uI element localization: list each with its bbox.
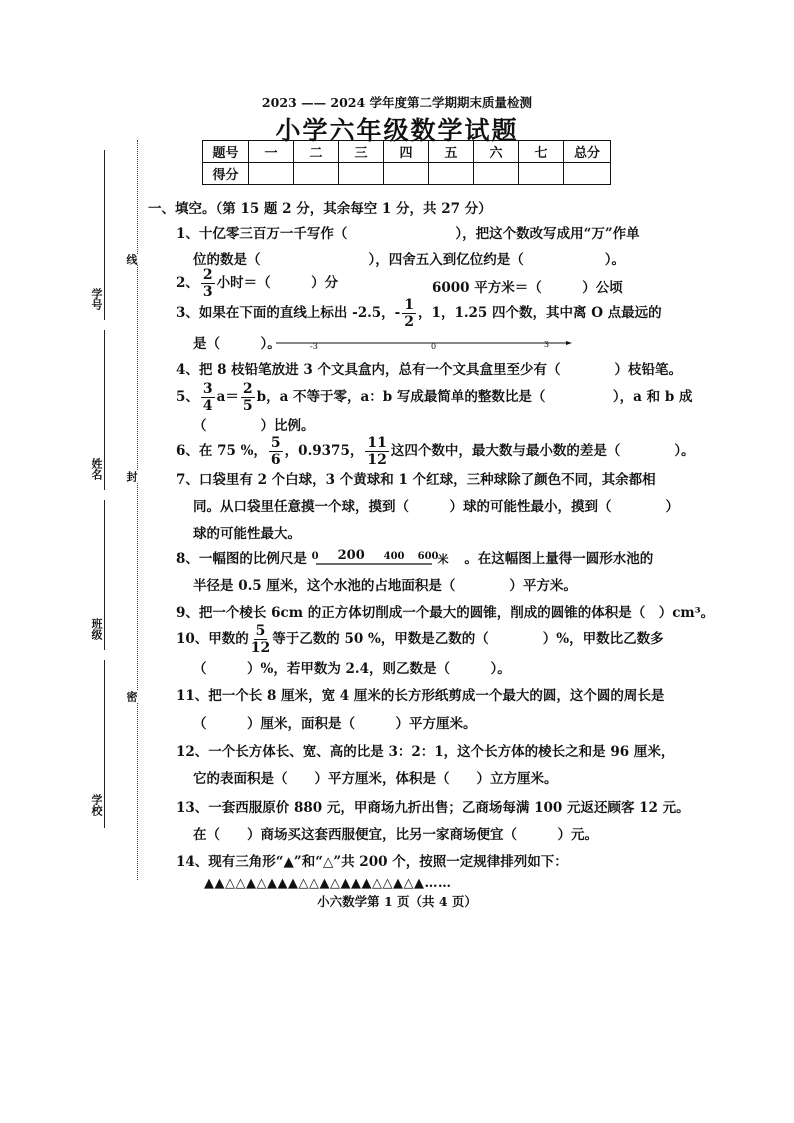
scale-bar-label: 600 — [417, 550, 439, 562]
question-3-line-2: 是（ ）。 — [193, 336, 281, 352]
fraction-denominator: 2 — [404, 314, 415, 330]
fraction — [201, 382, 215, 413]
score-header-cell: 总分 — [564, 141, 611, 163]
question-8-line-2: 半径是 0.5 厘米，这个水池的占地面积是（ ）平方米。 — [193, 578, 577, 594]
score-header-cell: 四 — [384, 141, 429, 163]
section-heading: 一、填空。（第 15 题 2 分，其余每空 1 分，共 27 分） — [148, 201, 492, 217]
scale-bar-label: 400 — [383, 550, 405, 562]
question-10-text-a: 10、甲数的 — [176, 631, 249, 647]
fraction-numerator: 5 — [270, 435, 281, 451]
question-5-text-a: a＝ — [216, 389, 239, 405]
question-2-number: 2、 — [176, 275, 199, 291]
question-3-line-1 — [176, 298, 662, 329]
school-label: 学校 — [90, 794, 103, 816]
score-input-cell[interactable] — [384, 163, 429, 185]
scale-bar — [311, 547, 460, 569]
score-header-cell: 三 — [339, 141, 384, 163]
fraction-denominator: 3 — [202, 284, 213, 300]
score-value-row — [203, 163, 611, 185]
score-header-row — [203, 141, 611, 163]
fraction — [365, 436, 388, 467]
score-input-cell[interactable] — [249, 163, 294, 185]
question-5-line-2: （ ）比例。 — [193, 418, 315, 434]
student-number-line — [104, 150, 105, 320]
class-label: 班级 — [90, 618, 103, 640]
question-1-line-1: 1、十亿零三百万一千写作（ ），把这个数改写成用“万”作单 — [176, 226, 640, 242]
number-line-tick: 0 — [431, 342, 437, 351]
question-5-line-1 — [176, 382, 692, 413]
seal-mark-mi: 密 — [125, 691, 138, 702]
question-6-text-a: 6、在 75 %， — [176, 443, 267, 459]
fraction-denominator: 6 — [270, 452, 281, 468]
question-12-line-1: 12、一个长方体长、宽、高的比是 3：2：1，这个长方体的棱长之和是 96 厘米， — [176, 744, 675, 760]
score-row-label: 得分 — [203, 163, 249, 185]
score-header-cell: 五 — [429, 141, 474, 163]
seal-dotted-line — [137, 140, 138, 880]
question-1-line-2: 位的数是（ ），四舍五入到亿位约是（ ）。 — [193, 252, 625, 268]
scale-bar-unit: 米 — [437, 552, 449, 566]
score-table — [202, 140, 611, 185]
fraction — [201, 268, 215, 299]
question-2-part-b: 6000 平方米＝（ ）公顷 — [432, 280, 623, 296]
page-footer: 小六数学第 1 页（共 4 页） — [317, 894, 477, 909]
fraction — [402, 298, 416, 329]
fraction-numerator: 2 — [242, 381, 253, 397]
scale-bar-label: 0 — [311, 550, 319, 562]
question-11-line-1: 11、把一个长 8 厘米，宽 4 厘米的长方形纸剪成一个最大的圆，这个圆的周长是 — [176, 688, 665, 704]
question-11-line-2: （ ）厘米，面积是（ ）平方厘米。 — [193, 716, 477, 732]
student-name-label: 姓名 — [90, 458, 103, 480]
question-5-text-b: b，a 不等于零，a：b 写成最简单的整数比是（ ），a 和 b 成 — [256, 389, 693, 405]
fraction-numerator: 3 — [202, 381, 213, 397]
question-13-line-2: 在（ ）商场买这套西服便宜，比另一家商场便宜（ ）元。 — [193, 827, 598, 843]
exam-subtitle: 2023 —— 2024 学年度第二学期期末质量检测 — [261, 95, 533, 110]
question-8-text-a: 8、一幅图的比例尺是 — [176, 551, 307, 567]
seal-mark-feng: 封 — [125, 471, 138, 482]
fraction — [241, 382, 255, 413]
question-3-text-b: ，1，1.25 四个数，其中离 O 点最远的 — [418, 305, 662, 321]
question-7-line-1: 7、口袋里有 2 个白球，3 个黄球和 1 个红球，三种球除了颜色不同，其余都相 — [176, 472, 656, 488]
fraction-numerator: 5 — [255, 623, 266, 639]
question-4: 4、把 8 枝铅笔放进 3 个文具盒内，总有一个文具盒里至少有（ ）枝铅笔。 — [176, 362, 682, 378]
question-14-line-1: 14、现有三角形“▲”和“△”共 200 个，按照一定规律排列如下： — [176, 854, 568, 870]
score-header-cell: 七 — [519, 141, 564, 163]
question-7-line-3: 球的可能性最大。 — [193, 526, 301, 542]
fraction-denominator: 5 — [242, 398, 253, 414]
question-13-line-1: 13、一套西服原价 880 元，甲商场九折出售；乙商场每满 100 元返还顾客 12 元。 — [176, 800, 690, 816]
page-title: 小学六年级数学试题 — [275, 116, 519, 145]
question-6 — [176, 436, 695, 467]
triangle-pattern: ▲▲△△▲△▲▲▲△△▲△▲▲▲△△▲△▲…… — [204, 876, 452, 891]
score-input-cell[interactable] — [339, 163, 384, 185]
question-6-text-c: 这四个数中，最大数与最小数的差是（ ）。 — [390, 443, 695, 459]
question-5-number: 5、 — [176, 389, 199, 405]
question-6-text-b: ，0.9375， — [284, 443, 364, 459]
fraction — [269, 436, 283, 467]
score-header-cell: 题号 — [203, 141, 249, 163]
question-10-line-2: （ ）%，若甲数为 2.4，则乙数是（ ）。 — [193, 661, 511, 677]
fraction — [251, 624, 270, 655]
number-line-tick: 3 — [544, 340, 550, 349]
score-input-cell[interactable] — [564, 163, 611, 185]
fraction-numerator: 1 — [404, 297, 415, 313]
number-line — [276, 340, 572, 354]
question-8-line-1 — [176, 547, 653, 569]
student-number-label: 学号 — [90, 288, 103, 310]
score-input-cell[interactable] — [474, 163, 519, 185]
question-9: 9、把一个棱长 6cm 的正方体切削成一个最大的圆锥，削成的圆锥的体积是（ ）cm³。 — [176, 605, 715, 621]
question-12-line-2: 它的表面积是（ ）平方厘米，体积是（ ）立方厘米。 — [193, 771, 558, 787]
scale-bar-label: 200 — [337, 547, 365, 563]
score-input-cell[interactable] — [294, 163, 339, 185]
question-10-text-b: 等于乙数的 50 %，甲数是乙数的（ ）%，甲数比乙数多 — [272, 631, 664, 647]
fraction-denominator: 4 — [202, 398, 213, 414]
question-7-line-2: 同。从口袋里任意摸一个球，摸到（ ）球的可能性最小，摸到（ ） — [193, 499, 679, 515]
score-header-cell: 一 — [249, 141, 294, 163]
question-2-part-a: 小时＝（ ）分 — [216, 275, 339, 291]
fraction-denominator: 12 — [367, 452, 387, 468]
number-line-axis — [276, 341, 572, 355]
school-line — [104, 660, 105, 828]
score-header-cell: 六 — [474, 141, 519, 163]
student-name-line — [104, 330, 105, 490]
score-input-cell[interactable] — [519, 163, 564, 185]
score-input-cell[interactable] — [429, 163, 474, 185]
question-8-text-b: 。在这幅图上量得一圆形水池的 — [464, 551, 654, 567]
fraction-numerator: 11 — [367, 435, 387, 451]
question-2 — [176, 268, 338, 299]
fraction-denominator: 12 — [250, 640, 271, 656]
question-3-text-a: 3、如果在下面的直线上标出 -2.5，- — [176, 305, 401, 321]
score-header-cell: 二 — [294, 141, 339, 163]
fraction-numerator: 2 — [202, 267, 213, 283]
number-line-tick: -3 — [310, 342, 318, 351]
question-10-line-1 — [176, 624, 664, 655]
seal-mark-xian: 线 — [125, 254, 138, 265]
class-line — [104, 500, 105, 650]
